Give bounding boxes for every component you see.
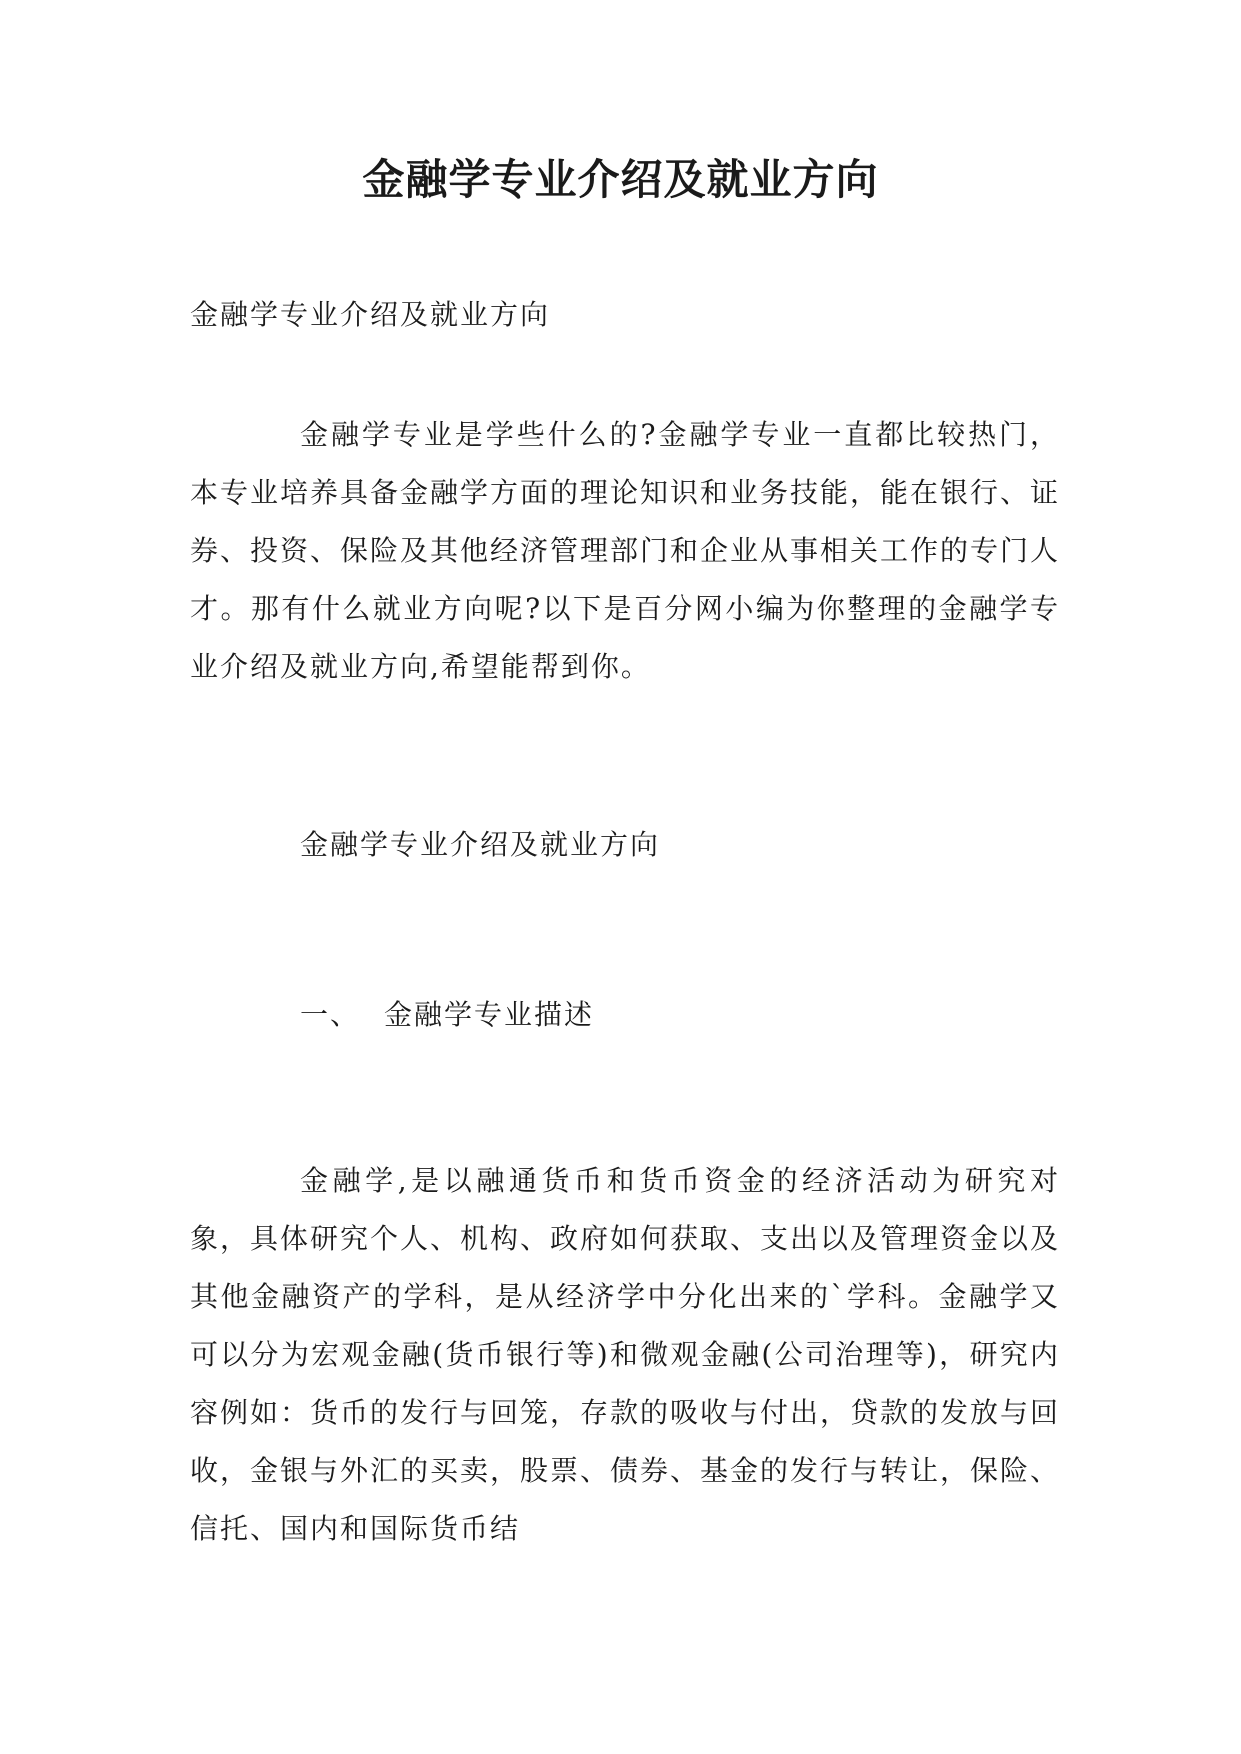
section-1-number: 一、 — [300, 998, 361, 1031]
section-heading: 金融学专业介绍及就业方向 — [300, 828, 661, 861]
section-1-title: 金融学专业描述 — [384, 998, 595, 1031]
document-title: 金融学专业介绍及就业方向 — [362, 155, 879, 204]
intro-paragraph: 金融学专业是学些什么的?金融学专业一直都比较热门，本专业培养具备金融学方面的理论知识和业务技能，能在银行、证券、投资、保险及其他经济管理部门和企业从事相关工作的专门人才。那有什么就业方向呢?以下是百分网小编为你整理的金融学专业介绍及就业方向,希望能帮到你。 — [190, 418, 1061, 683]
document-subtitle: 金融学专业介绍及就业方向 — [190, 298, 551, 331]
section-1-heading — [300, 990, 594, 1040]
body-paragraph: 金融学,是以融通货币和货币资金的经济活动为研究对象，具体研究个人、机构、政府如何获取、支出以及管理资金以及其他金融资产的学科，是从经济学中分化出来的`学科。金融学又可以分为宏观金融(货币银行等)和微观金融(公司治理等)，研究内容例如：货币的发行与回笼，存款的吸收与付出，贷款的发放与回收，金银与外汇的买卖，股票、债券、基金的发行与转让，保险、信托、国内和国际货币结 — [190, 1164, 1061, 1545]
